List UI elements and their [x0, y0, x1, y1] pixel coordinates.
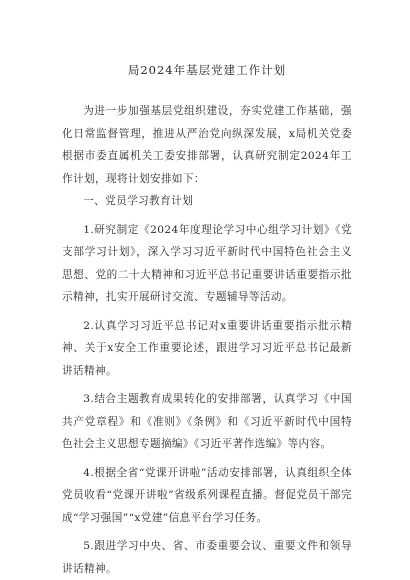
list-item: 1.研究制定《2024年度理论学习中心组学习计划》《党支部学习计划》，深入学习习近平新时代中国特色社会主义思想、党的二十大精神和习近平总书记重要讲话重要指示批示精神，扎实开展研讨交流、专题辅导等活动。 — [62, 223, 352, 303]
intro-paragraph: 为进一步加强基层党组织建设，夯实党建工作基础，强化日常监督管理，推进从严治党向纵深发展，x局机关党委根据市委直属机关工委安排部署，认真研究制定2024年工作计划，现将计划安排如下： — [62, 105, 352, 185]
list-item: 2.认真学习习近平总书记对x重要讲话重要指示批示精神、关于x安全工作重要论述，跟进学习习近平总书记最新讲话精神。 — [62, 319, 352, 377]
document-title: 局2024年基层党建工作计划 — [127, 63, 287, 77]
list-item: 4.根据全省“党课开讲啦”活动安排部署，认真组织全体党员收看“党课开讲啦”省级系列课程直播。督促党员干部完成“学习强国”“x党建”信息平台学习任务。 — [62, 466, 352, 524]
list-item: 5.跟进学习中央、省、市委重要会议、重要文件和领导讲话精神。 — [62, 540, 352, 575]
list-item: 3.结合主题教育成果转化的安排部署，认真学习《中国共产党章程》和《准则》《条例》和《习近平新时代中国特色社会主义思想专题摘编》《习近平著作选编》等内容。 — [62, 393, 352, 450]
section-heading: 一、党员学习教育计划 — [83, 195, 194, 207]
